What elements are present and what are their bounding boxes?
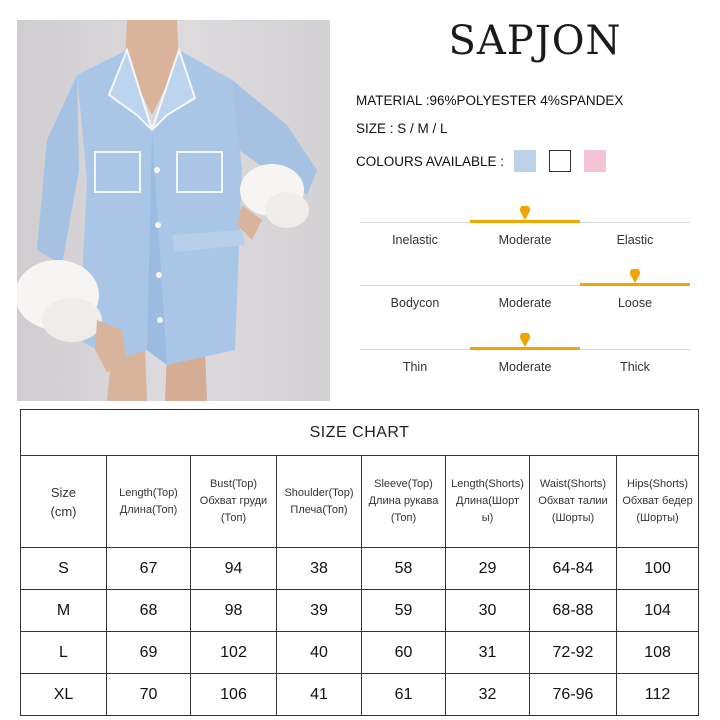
scale-label-middle: Moderate: [498, 360, 552, 374]
header-line: (Топ): [220, 512, 247, 524]
colour-swatch-white[interactable]: [549, 150, 571, 172]
header-line: (Шорты): [636, 512, 679, 524]
table-cell: 64-84: [530, 548, 617, 590]
header-cell: [107, 456, 191, 548]
header-line: Sleeve(Top): [374, 478, 433, 490]
header-cell: [362, 456, 446, 548]
table-cell: XL: [21, 674, 107, 716]
table-cell: 102: [191, 632, 277, 674]
header-line: (Топ): [390, 512, 417, 524]
colour-swatch-blue[interactable]: [514, 150, 536, 172]
table-row: [21, 548, 699, 590]
elasticity-scale: [360, 222, 690, 272]
size-chart-header-row: [21, 456, 699, 548]
table-cell: 108: [617, 632, 699, 674]
header-line: Обхват бедер: [622, 495, 693, 507]
table-cell: 94: [191, 548, 277, 590]
table-cell: 68-88: [530, 590, 617, 632]
header-line: Length(Shorts): [451, 478, 524, 490]
table-cell: M: [21, 590, 107, 632]
scale-label-left: Bodycon: [390, 296, 440, 310]
table-cell: 39: [277, 590, 362, 632]
scale-label-right: Loose: [617, 296, 653, 310]
scale-label-middle: Moderate: [498, 296, 552, 310]
header-cell: [617, 456, 699, 548]
scale-label-left: Inelastic: [392, 233, 438, 247]
header-line: ы): [481, 512, 494, 524]
size-chart-title: SIZE CHART: [21, 410, 699, 456]
scale-label-right: Thick: [620, 360, 650, 374]
table-cell: 68: [107, 590, 191, 632]
table-cell: 38: [277, 548, 362, 590]
header-line: Hips(Shorts): [626, 478, 689, 490]
scale-highlight: [580, 283, 690, 286]
table-cell: 58: [362, 548, 446, 590]
scale-highlight: [470, 347, 580, 350]
table-cell: 98: [191, 590, 277, 632]
table-cell: 70: [107, 674, 191, 716]
header-line: (cm): [50, 503, 77, 519]
table-cell: 76-96: [530, 674, 617, 716]
header-cell: [530, 456, 617, 548]
header-line: Length(Top): [119, 486, 178, 499]
scale-label-right: Elastic: [616, 233, 654, 247]
table-cell: 32: [446, 674, 530, 716]
location-pin-icon: [519, 206, 531, 220]
table-cell: 106: [191, 674, 277, 716]
product-photo: [17, 20, 330, 401]
scale-label-left: Thin: [402, 360, 428, 374]
table-cell: 30: [446, 590, 530, 632]
size-info: SIZE : S / M / L: [356, 121, 448, 136]
location-pin-icon: [519, 333, 531, 347]
header-cell: [277, 456, 362, 548]
size-chart-table: [20, 409, 699, 716]
scale-label-middle: Moderate: [498, 233, 552, 247]
header-cell: [446, 456, 530, 548]
header-line: Waist(Shorts): [539, 478, 607, 490]
header-line: Shoulder(Top): [284, 486, 354, 499]
header-line: Обхват груди: [199, 495, 268, 507]
table-cell: 69: [107, 632, 191, 674]
table-row: [21, 632, 699, 674]
table-cell: 59: [362, 590, 446, 632]
table-cell: 61: [362, 674, 446, 716]
header-line: Bust(Top): [209, 478, 258, 490]
colours-label: COLOURS AVAILABLE :: [356, 153, 505, 169]
table-cell: 40: [277, 632, 362, 674]
header-line: Плеча(Топ): [290, 503, 348, 516]
table-cell: 104: [617, 590, 699, 632]
table-row: [21, 674, 699, 716]
header-line: Size: [50, 484, 77, 500]
brand-logo: SAPJON: [448, 18, 622, 64]
table-cell: 72-92: [530, 632, 617, 674]
scale-highlight: [470, 220, 580, 223]
table-cell: 100: [617, 548, 699, 590]
table-cell: S: [21, 548, 107, 590]
table-cell: L: [21, 632, 107, 674]
header-line: Обхват талии: [538, 495, 608, 507]
table-cell: 67: [107, 548, 191, 590]
colours-info: [356, 150, 606, 172]
thickness-scale: [360, 349, 690, 399]
header-line: Длина рукава: [368, 495, 439, 507]
fit-scale: [360, 285, 690, 335]
header-line: Длина(Шорт: [456, 495, 519, 507]
material-info: MATERIAL :96%POLYESTER 4%SPANDEX: [356, 93, 624, 108]
table-cell: 60: [362, 632, 446, 674]
table-cell: 112: [617, 674, 699, 716]
table-cell: 29: [446, 548, 530, 590]
header-line: Длина(Топ): [119, 503, 178, 516]
table-cell: 41: [277, 674, 362, 716]
header-line: (Шорты): [551, 512, 595, 524]
table-cell: 31: [446, 632, 530, 674]
table-row: [21, 590, 699, 632]
location-pin-icon: [629, 269, 641, 283]
colour-swatch-pink[interactable]: [584, 150, 606, 172]
header-cell: [191, 456, 277, 548]
header-cell: [21, 456, 107, 548]
